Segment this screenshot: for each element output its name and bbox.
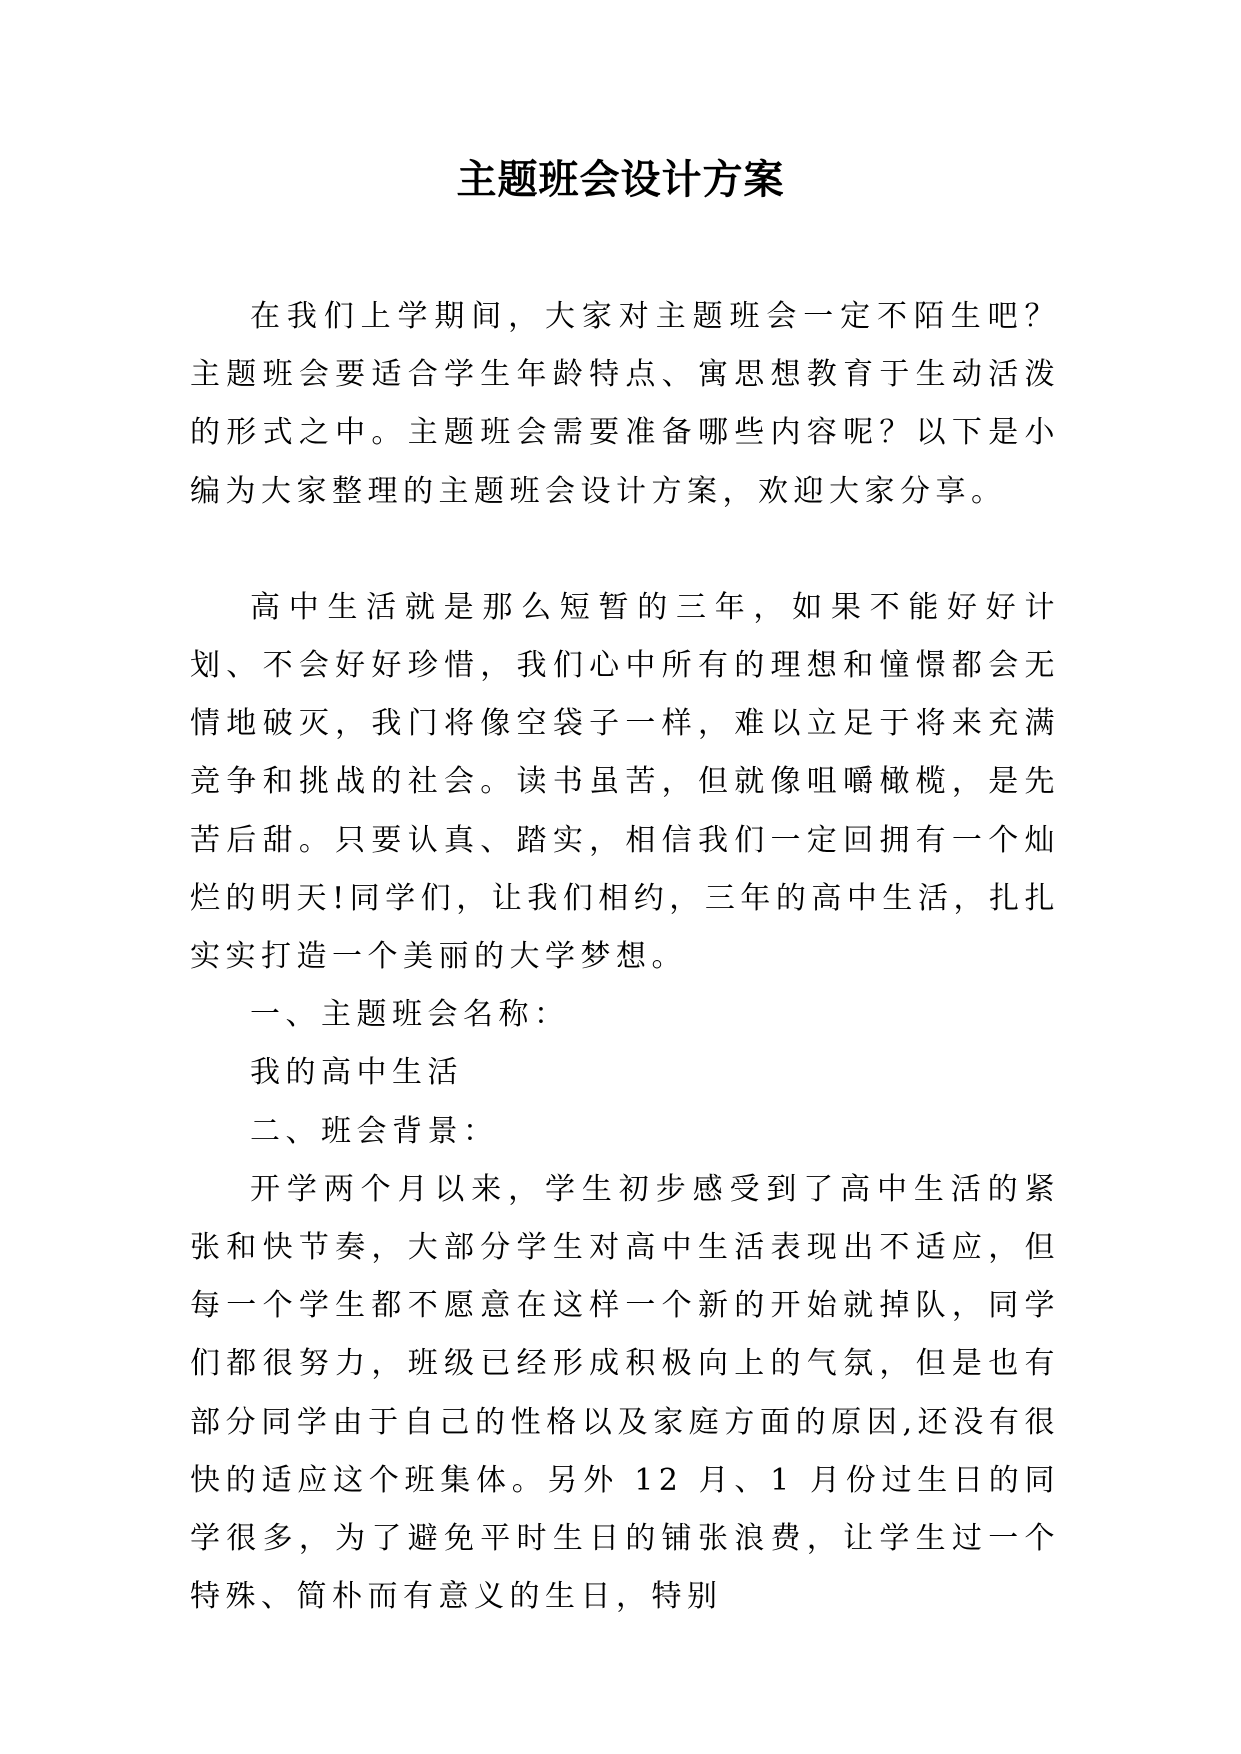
document-title: 主题班会设计方案	[456, 156, 785, 203]
section-heading-theme-name: 一、主题班会名称：	[250, 997, 570, 1033]
background-paragraph: 开学两个月以来，学生初步感受到了高中生活的紧张和快节奏，大部分学生对高中生活表现出不适应，但每一个学生都不愿意在这样一个新的开始就掉队，同学们都很努力，班级已经形成积极向上的气氛，但是也有部分同学由于自己的性格以及家庭方面的原因,还没有很快的适应这个班集体。另外 12 月、1 月份过生日的同学很多，为了避免平时生日的铺张浪费，让学生过一个特殊、简朴而有意义的生日，特别	[190, 1171, 1060, 1615]
section-heading-background: 二、班会背景：	[250, 1113, 499, 1149]
body-paragraph: 高中生活就是那么短暂的三年，如果不能好好计划、不会好好珍惜，我们心中所有的理想和憧憬都会无情地破灭，我门将像空袋子一样，难以立足于将来充满竞争和挑战的社会。读书虽苦，但就像咀嚼橄榄，是先苦后甜。只要认真、踏实，相信我们一定回拥有一个灿烂的明天!同学们，让我们相约，三年的高中生活，扎扎实实打造一个美丽的大学梦想。	[190, 589, 1060, 975]
intro-paragraph: 在我们上学期间，大家对主题班会一定不陌生吧？主题班会要适合学生年龄特点、寓思想教育于生动活泼的形式之中。主题班会需要准备哪些内容呢？以下是小编为大家整理的主题班会设计方案，欢迎大家分享。	[190, 299, 1060, 509]
document-body	[190, 288, 1060, 1626]
theme-name-text: 我的高中生活	[250, 1055, 463, 1091]
